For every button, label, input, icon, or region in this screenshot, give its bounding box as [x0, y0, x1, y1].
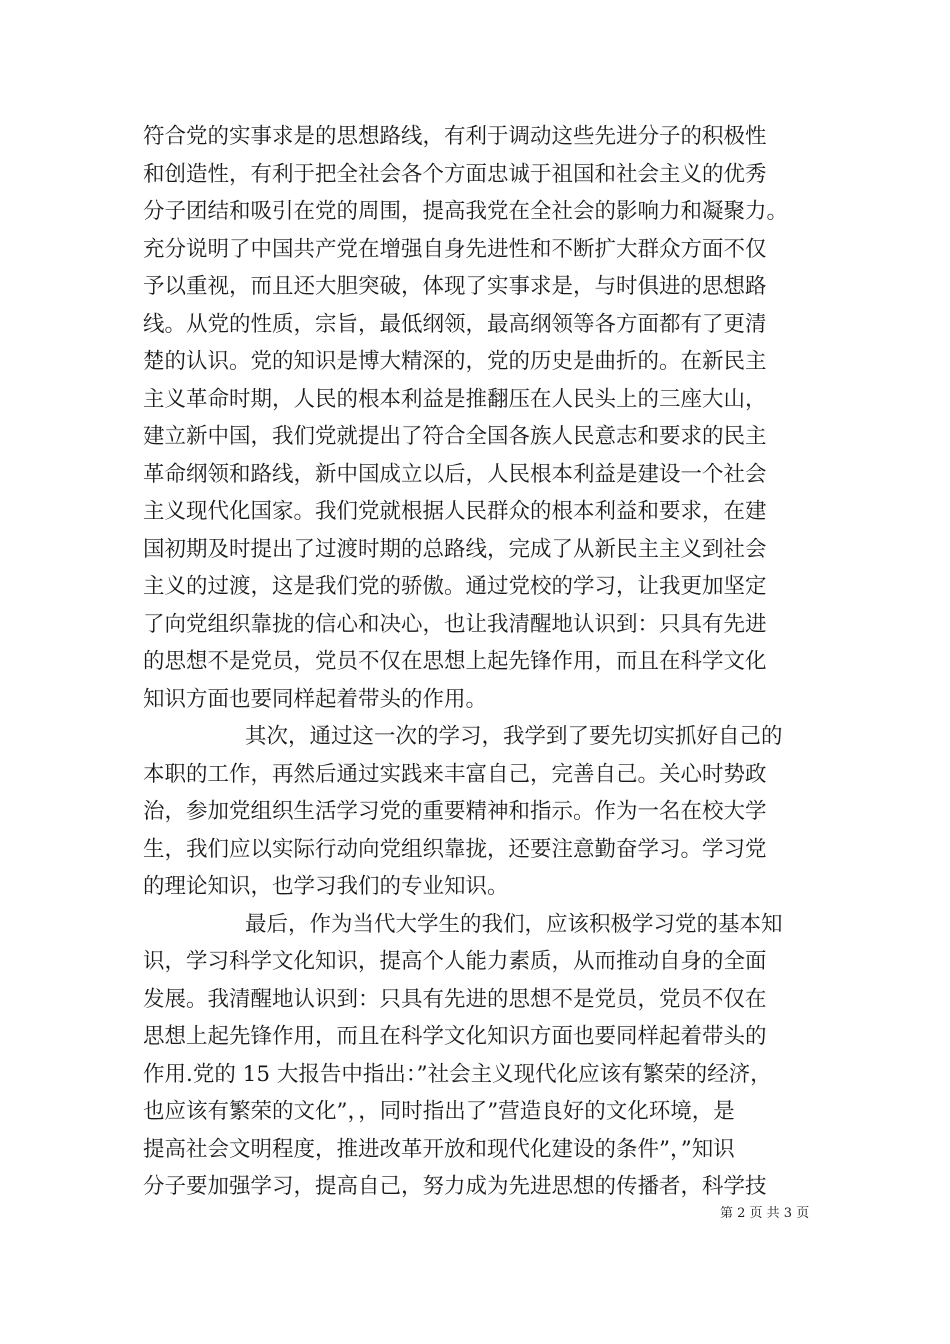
text-line: 分子要加强学习，提高自己，努力成为先进思想的传播者，科学技	[143, 1174, 767, 1199]
text-line: 建立新中国，我们党就提出了符合全国各族人民意志和要求的民主	[143, 424, 767, 449]
text-line: 了向党组织靠拢的信心和决心，也让我清醒地认识到：只具有先进	[143, 611, 767, 637]
text-line: 提高社会文明程度，推进改革开放和现代化建设的条件”，”知识	[143, 1136, 735, 1162]
text-line: 符合党的实事求是的思想路线，有利于调动这些先进分子的积极性	[143, 124, 767, 149]
text-line: 识，学习科学文化知识，提高个人能力素质，从而推动自身的全面	[143, 949, 767, 974]
text-line: 生，我们应以实际行动向党组织靠拢，还要注意勤奋学习。学习党	[143, 836, 767, 862]
text-line: 线。从党的性质，宗旨，最低纲领，最高纲领等各方面都有了更清	[143, 311, 767, 337]
text-line: 主义的过渡，这是我们党的骄傲。通过党校的学习，让我更加坚定	[143, 574, 767, 599]
paragraph-start-line: 其次，通过这一次的学习，我学到了要先切实抓好自己的	[245, 724, 783, 749]
text-line: 楚的认识。党的知识是博大精深的，党的历史是曲折的。在新民主	[143, 349, 767, 374]
text-line: 的思想不是党员，党员不仅在思想上起先锋作用，而且在科学文化	[143, 649, 767, 674]
text-line: 予以重视，而且还大胆突破，体现了实事求是，与时俱进的思想路	[143, 274, 767, 299]
text-line: 革命纲领和路线，新中国成立以后，人民根本利益是建设一个社会	[143, 461, 767, 487]
text-line: 分子团结和吸引在党的周围，提高我党在全社会的影响力和凝聚力。	[143, 199, 789, 224]
text-line: 知识方面也要同样起着带头的作用。	[143, 686, 488, 712]
text-line: 思想上起先锋作用，而且在科学文化知识方面也要同样起着带头的	[143, 1024, 767, 1049]
text-line: 主义革命时期，人民的根本利益是推翻压在人民头上的三座大山，	[143, 386, 767, 412]
page-number-footer: 第 2 页 共 3 页	[720, 1206, 810, 1221]
text-line: 主义现代化国家。我们党就根据人民群众的根本利益和要求，在建	[143, 499, 767, 524]
text-line: 国初期及时提出了过渡时期的总路线，完成了从新民主主义到社会	[143, 536, 767, 562]
text-line: 的理论知识，也学习我们的专业知识。	[143, 874, 509, 899]
text-line: 作用.党的 15 大报告中指出：”社会主义现代化应该有繁荣的经济，	[143, 1061, 772, 1087]
text-line: 充分说明了中国共产党在增强自身先进性和不断扩大群众方面不仅	[143, 236, 767, 262]
text-line: 发展。我清醒地认识到：只具有先进的思想不是党员，党员不仅在	[143, 986, 767, 1012]
text-line: 和创造性，有利于把全社会各个方面忠诚于祖国和社会主义的优秀	[143, 161, 767, 187]
text-line: 也应该有繁荣的文化”，，同时指出了”营造良好的文化环境，是	[143, 1099, 735, 1124]
paragraph-start-line: 最后，作为当代大学生的我们，应该积极学习党的基本知	[245, 911, 783, 937]
body-text	[143, 118, 823, 1206]
text-line: 治，参加党组织生活学习党的重要精神和指示。作为一名在校大学	[143, 799, 767, 824]
text-line: 本职的工作，再然后通过实践来丰富自己，完善自己。关心时势政	[143, 761, 767, 787]
